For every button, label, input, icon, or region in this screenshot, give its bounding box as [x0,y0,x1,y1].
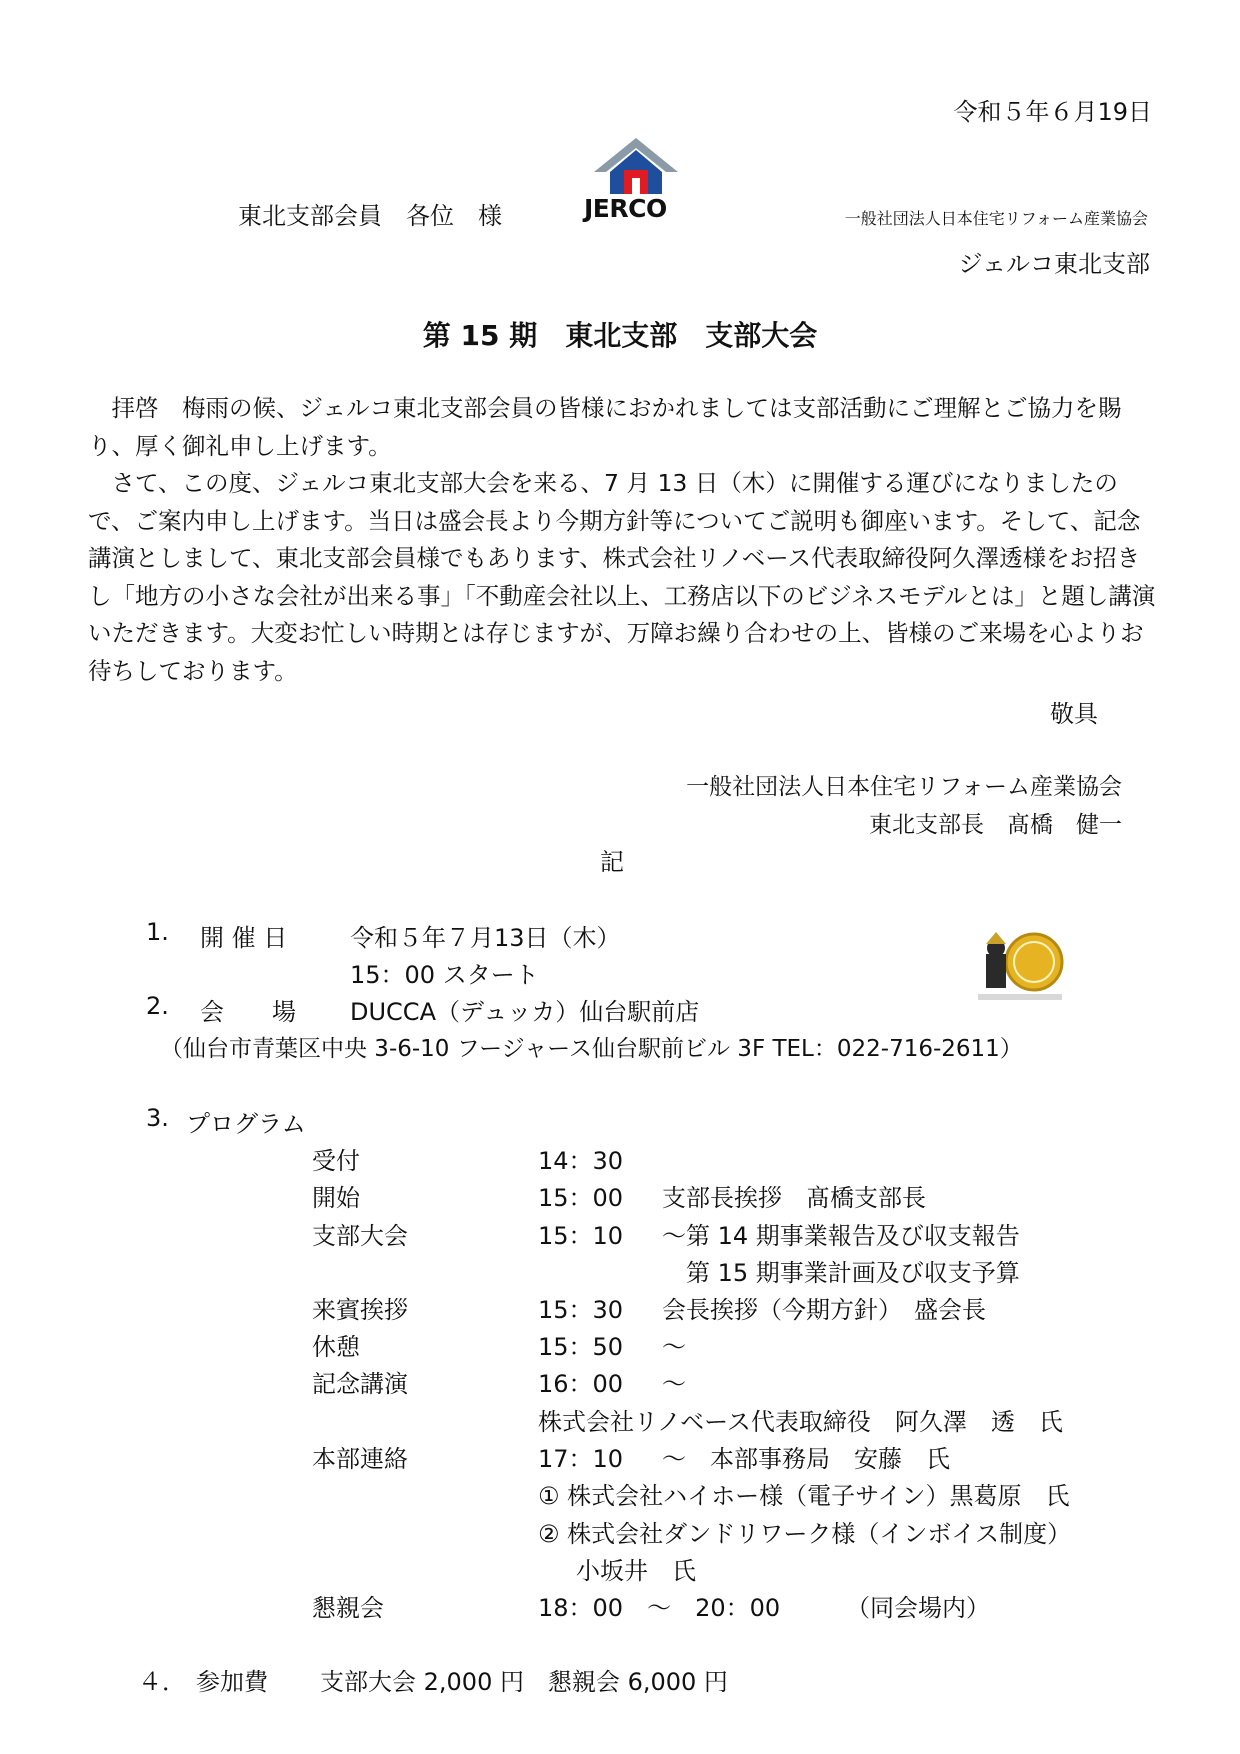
program-time-reception-party: 18：00 ～ 20：00 [538,1594,781,1622]
program-hq-notice-item-1: ① 株式会社ハイホー様（電子サイン）黒葛原 氏 [538,1482,1070,1510]
program-time-break: 15：50 [538,1333,624,1361]
greeting-paragraph: 拝啓 梅雨の候、ジェルコ東北支部会員の皆様におかれましては支部活動にご理解とご協力を賜り、厚く御礼申し上げます。 [88,394,1122,460]
document-date: 令和５年６月19日 [953,98,1152,126]
program-label-hq-notice: 本部連絡 [312,1445,408,1473]
program-desc-general-meeting: ～第 14 期事業報告及び収支報告 [662,1222,1020,1250]
sender-organization: 一般社団法人日本住宅リフォーム産業協会 [686,774,1122,800]
venue-name: DUCCA（デュッカ）仙台駅前店 [350,998,700,1026]
program-label-guest-greeting: 来賓挨拶 [312,1296,408,1324]
program-lecture-speaker: 株式会社リノベース代表取締役 阿久澤 透 氏 [538,1408,1063,1436]
program-desc-opening: 支部長挨拶 髙橋支部長 [662,1184,926,1212]
item-number-venue: 2. [146,992,169,1020]
document-title: 第 15 期 東北支部 支部大会 [422,319,818,352]
item-number-date: 1. [146,918,169,946]
program-label-general-meeting: 支部大会 [312,1222,408,1250]
event-date: 令和５年７月13日（木） [350,924,621,952]
recipient: 東北支部会員 各位 様 [238,202,502,230]
branch-name: ジェルコ東北支部 [958,250,1150,278]
closing-keigu: 敬具 [1050,700,1098,728]
program-time-guest-greeting: 15：30 [538,1296,624,1324]
program-desc-lecture: ～ [662,1370,686,1398]
sender-person: 東北支部長 髙橋 健一 [869,812,1122,838]
program-label-opening: 開始 [312,1184,360,1212]
program-desc-general-meeting-2: 第 15 期事業計画及び収支予算 [686,1259,1020,1287]
program-desc-reception-party: （同会場内） [846,1594,990,1622]
body-text [88,390,1162,690]
program-time-opening: 15：00 [538,1184,624,1212]
program-label-lecture: 記念講演 [312,1370,408,1398]
program-time-lecture: 16：00 [538,1370,624,1398]
ki-heading: 記 [600,848,624,876]
program-time-reception: 14：30 [538,1147,624,1175]
item-label-venue: 会 場 [200,998,296,1026]
jerco-logo-text: JERCO [584,194,667,223]
award-badge-icon [972,924,1068,1010]
program-desc-guest-greeting: 会長挨拶（今期方針） 盛会長 [662,1296,986,1324]
program-hq-notice-item-2: ② 株式会社ダンドリワーク様（インボイス制度） [538,1520,1072,1548]
program-time-hq-notice: 17：10 [538,1445,624,1473]
item-label-date: 開 催 日 [200,924,288,952]
program-label-break: 休憩 [312,1333,360,1361]
item-label-fee: 参加費 [196,1668,268,1696]
item-number-program: 3. [146,1104,169,1132]
program-label-reception-party: 懇親会 [312,1594,384,1622]
item-number-fee: ４． [138,1668,186,1696]
fee-value: 支部大会 2,000 円 懇親会 6,000 円 [320,1668,728,1696]
item-label-program: プログラム [186,1110,306,1138]
venue-address: （仙台市青葉区中央 3-6-10 フージャース仙台駅前ビル 3F TEL：022-716-2611） [160,1036,1023,1062]
program-hq-notice-item-2-speaker: 小坂井 氏 [576,1557,696,1585]
program-desc-hq-notice: ～ 本部事務局 安藤 氏 [662,1445,950,1473]
program-time-general-meeting: 15：10 [538,1222,624,1250]
announcement-paragraph: さて、この度、ジェルコ東北支部大会を来る、7 月 13 日（木）に開催する運びになりましたので、ご案内申し上げます。当日は盛会長より今期方針等についてご説明も御座います。そして、記念講演としまして、東北支部会員様でもあります、株式会社リノベース代表取締役阿久澤透様をお招きし「地方の小さな会社が出来る事」「不動産会社以上、工務店以下のビジネスモデルとは」と題し講演いただきます。大変お忙しい時期とは存じますが、万障お繰り合わせの上、皆様のご来場を心よりお待ちしております。 [88,469,1156,685]
program-label-reception: 受付 [312,1147,360,1175]
program-desc-break: ～ [662,1333,686,1361]
event-start-time: 15：00 スタート [350,961,539,989]
association-name: 一般社団法人日本住宅リフォーム産業協会 [844,209,1148,228]
